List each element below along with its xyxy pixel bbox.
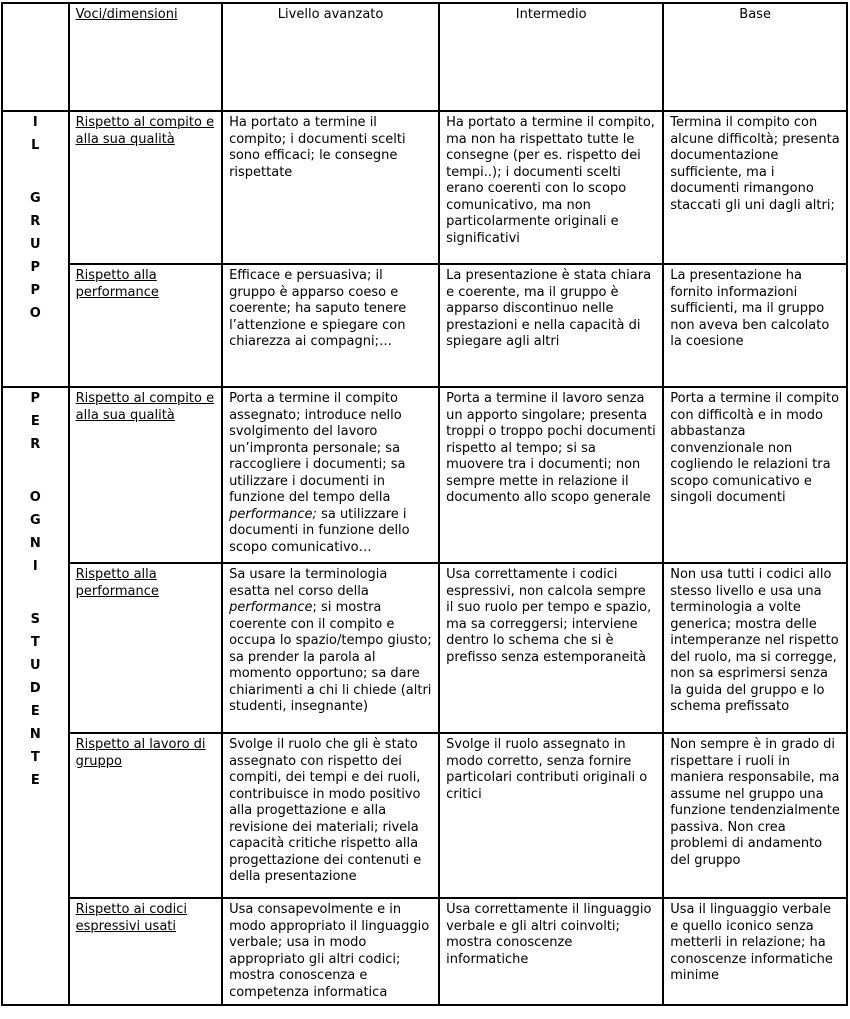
table-header-row xyxy=(2,3,847,111)
row-label-text: Rispetto al compito e alla sua qualità xyxy=(75,115,215,147)
table-row xyxy=(2,733,847,898)
row-label-text: Rispetto alla performance xyxy=(75,268,159,300)
cell-intermedio: Usa correttamente il linguaggio verbale e gli altri coinvolti; mostra conoscenze informatiche xyxy=(439,898,663,1005)
cell-intermedio: La presentazione è stata chiara e coerente, ma il gruppo è apparso discontinuo nelle prestazioni e nella capacità di spiegare agli altri xyxy=(439,264,663,387)
base-label: Base xyxy=(739,7,771,22)
cell-avanzato: Porta a termine il compito assegnato; introduce nello svolgimento del lavoro un’impronta personale; sa raccogliere i documenti; sa utilizzare i documenti in funzione del tempo della performance; sa utilizzare i documenti in funzione dello scopo comunicativo… xyxy=(222,387,439,563)
table-row xyxy=(2,387,847,563)
header-base xyxy=(663,3,847,111)
cell-avanzato: Efficace e persuasiva; il gruppo è apparso coeso e coerente; ha saputo tenere l’attenzione e spiegare con chiarezza ai compagni;… xyxy=(222,264,439,387)
row-label-text: Rispetto ai codici espressivi usati xyxy=(75,902,188,934)
cell-intermedio: Svolge il ruolo assegnato in modo corretto, senza fornire particolari contributi originali o critici xyxy=(439,733,663,898)
rubric-table xyxy=(1,2,848,1006)
header-livello-avanzato xyxy=(222,3,439,111)
cell-intermedio: Usa correttamente i codici espressivi, non calcola sempre il suo ruolo per tempo e spazio, ma sa correggersi; interviene dentro lo schema che si è prefisso senza estemporaneità xyxy=(439,563,663,733)
header-empty-cell xyxy=(2,3,69,111)
row-label-text: Rispetto al lavoro di gruppo xyxy=(75,737,206,769)
cell-base: La presentazione ha fornito informazioni sufficienti, ma il gruppo non aveva ben calcolato la coesione xyxy=(663,264,847,387)
row-label-compito-gruppo xyxy=(69,111,222,264)
cell-base: Usa il linguaggio verbale e quello iconico senza metterli in relazione; ha conoscenze informatiche minime xyxy=(663,898,847,1005)
cell-base: Non usa tutti i codici allo stesso livello e usa una terminologia a volte generica; mostra delle intemperanze nel rispetto del ruolo, ma si corregge, non sa esprimersi senza la guida del gruppo e lo schema prefissato xyxy=(663,563,847,733)
voci-dimensioni-label: Voci/dimensioni xyxy=(75,7,178,22)
section-il-gruppo: I L G R U P P O xyxy=(2,111,69,387)
row-label-performance-studente xyxy=(69,563,222,733)
row-label-compito-studente xyxy=(69,387,222,563)
table-row xyxy=(2,111,847,264)
row-label-text: Rispetto al compito e alla sua qualità xyxy=(75,391,215,423)
cell-intermedio: Porta a termine il lavoro senza un apporto singolare; presenta troppi o troppo pochi documenti rispetto al tempo; si sa muovere tra i documenti; non sempre mette in relazione il documento allo scopo generale xyxy=(439,387,663,563)
cell-intermedio: Ha portato a termine il compito, ma non ha rispettato tutte le consegne (per es. rispetto dei tempi..); i documenti scelti erano coerenti con lo scopo comunicativo, ma non particolarmente originali e significativi xyxy=(439,111,663,264)
header-intermedio xyxy=(439,3,663,111)
cell-avanzato: Sa usare la terminologia esatta nel corso della performance; si mostra coerente con il compito e occupa lo spazio/tempo giusto; sa prender la parola al momento opportuno; sa dare chiarimenti a chi li chiede (altri studenti, insegnante) xyxy=(222,563,439,733)
cell-base: Termina il compito con alcune difficoltà; presenta documentazione sufficiente, ma i documenti rimangono staccati gli uni dagli altri; xyxy=(663,111,847,264)
row-label-codici-espressivi xyxy=(69,898,222,1005)
livello-avanzato-label: Livello avanzato xyxy=(277,7,384,22)
row-label-text: Rispetto alla performance xyxy=(75,567,159,599)
table-row xyxy=(2,898,847,1005)
header-voci-dimensioni xyxy=(69,3,222,111)
row-label-lavoro-di-gruppo xyxy=(69,733,222,898)
intermedio-label: Intermedio xyxy=(515,7,587,22)
table-row xyxy=(2,563,847,733)
section-per-ogni-studente: P E R O G N I S T U D E N T E xyxy=(2,387,69,1005)
row-label-performance-gruppo xyxy=(69,264,222,387)
cell-base: Non sempre è in grado di rispettare i ruoli in maniera responsabile, ma assume nel gruppo una funzione tendenzialmente passiva. Non crea problemi di andamento del gruppo xyxy=(663,733,847,898)
cell-avanzato: Usa consapevolmente e in modo appropriato il linguaggio verbale; usa in modo appropriato gli altri codici; mostra conoscenza e competenza informatica xyxy=(222,898,439,1005)
cell-base: Porta a termine il compito con difficoltà e in modo abbastanza convenzionale non cogliendo le relazioni tra scopo comunicativo e singoli documenti xyxy=(663,387,847,563)
table-row xyxy=(2,264,847,387)
cell-avanzato: Svolge il ruolo che gli è stato assegnato con rispetto dei compiti, dei tempi e dei ruoli, contribuisce in modo positivo alla progettazione e alla revisione dei materiali; rivela capacità critiche rispetto alla progettazione dei contenuti e della presentazione xyxy=(222,733,439,898)
cell-avanzato: Ha portato a termine il compito; i documenti scelti sono efficaci; le consegne rispettate xyxy=(222,111,439,264)
